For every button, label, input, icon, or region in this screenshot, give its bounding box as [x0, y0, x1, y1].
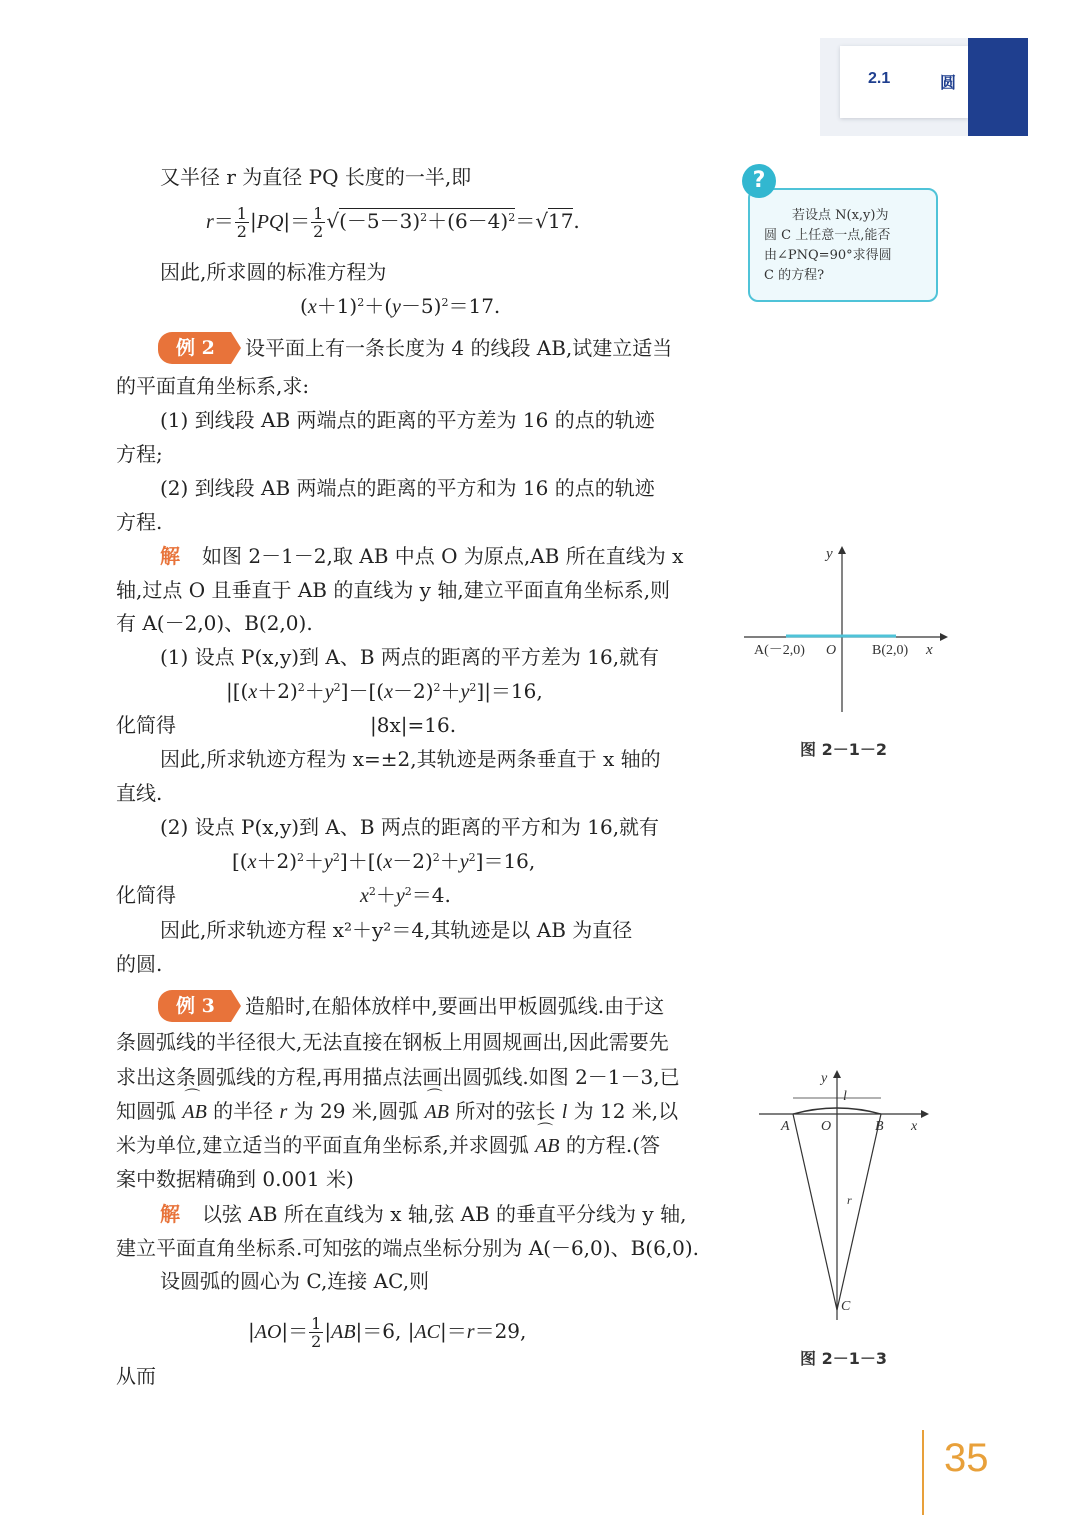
equation: $x^2+y^2=4$.	[360, 883, 451, 907]
paragraph: 的平面直角坐标系,求:	[116, 374, 310, 398]
paragraph: (1) 到线段 AB 两端点的距离的平方差为 16 的点的轨迹	[160, 408, 655, 432]
paragraph: 设平面上有一条长度为 4 的线段 AB,试建立适当	[245, 336, 673, 360]
label-o: O	[826, 643, 837, 658]
figure-2-1-3	[755, 1068, 935, 1328]
label-b: B(2,0)	[872, 643, 909, 658]
segment-bc	[837, 1114, 881, 1310]
figure-caption: 图 2－1－3	[800, 1349, 887, 1368]
label-l: l	[843, 1089, 847, 1104]
label-r: r	[847, 1193, 852, 1207]
paragraph: 因此,所求轨迹方程为 x=±2,其轨迹是两条垂直于 x 轴的	[160, 747, 661, 771]
paragraph: 直线.	[116, 781, 163, 805]
side-note-line: 若设点 N(x,y)为	[792, 208, 889, 223]
label-b: B	[875, 1119, 884, 1134]
label-y: y	[821, 1071, 828, 1086]
side-note-line: C 的方程?	[764, 268, 825, 283]
equation: |AO|＝ $\frac{1}{2}$ |AB|＝6, |AC|＝r＝29,	[248, 1314, 527, 1351]
paragraph: 如图 2－1－2,取 AB 中点 O 为原点,AB 所在直线为 x	[202, 544, 684, 568]
label-a: A(－2,0)	[754, 643, 805, 658]
x-axis-arrow	[940, 633, 948, 641]
y-axis-arrow	[833, 1070, 841, 1078]
paragraph: 方程;	[116, 442, 163, 466]
equation: |8x|=16.	[370, 713, 457, 737]
solution-label: 解	[160, 1202, 180, 1226]
side-note-text	[764, 206, 930, 286]
paragraph: (1) 设点 P(x,y)到 A、B 两点的距离的平方差为 16,就有	[160, 645, 660, 669]
paragraph: 条圆弧线的半径很大,无法直接在钢板上用圆规画出,因此需要先	[116, 1030, 669, 1054]
example-badge: 例 2	[158, 332, 231, 364]
y-axis-arrow	[838, 546, 846, 554]
paragraph: 建立平面直角坐标系.可知弦的端点坐标分别为 A(－6,0)、B(6,0).	[116, 1236, 700, 1260]
paragraph: 又半径 r 为直径 PQ 长度的一半,即	[160, 165, 472, 189]
x-axis-arrow	[921, 1110, 929, 1118]
label-x: x	[911, 1119, 918, 1134]
paragraph: 方程.	[116, 510, 163, 534]
paragraph: (2) 到线段 AB 两端点的距离的平方和为 16 的点的轨迹	[160, 476, 655, 500]
page-number: 35	[944, 1436, 989, 1480]
page-number-rule	[922, 1430, 924, 1515]
paragraph: 案中数据精确到 0.001 米)	[116, 1167, 354, 1191]
label-a: A	[781, 1119, 790, 1134]
paragraph: 化简得	[116, 883, 176, 907]
equation: $[(x+2)^2+y^2]+[(x-2)^2+y^2]=16$,	[232, 849, 536, 873]
paragraph: 从而	[116, 1364, 156, 1388]
equation-radius: r＝ $\frac{1}{2}$ |PQ|＝ $\frac{1}{2}$ $√(-5-3)^2+(6-4)^2=√17$.	[206, 204, 580, 241]
side-note-line: 圆 C 上任意一点,能否	[764, 228, 891, 243]
paragraph: 有 A(－2,0)、B(2,0).	[116, 611, 313, 635]
paragraph: 轴,过点 O 且垂直于 AB 的直线为 y 轴,建立平面直角坐标系,则	[116, 578, 671, 602]
label-y: y	[826, 546, 833, 562]
solution-label: 解	[160, 544, 180, 568]
paragraph: (2) 设点 P(x,y)到 A、B 两点的距离的平方和为 16,就有	[160, 815, 660, 839]
paragraph: 的圆.	[116, 952, 163, 976]
paragraph: 因此,所求圆的标准方程为	[160, 260, 387, 284]
side-note-line: 由∠PNQ=90°求得圆	[764, 248, 892, 263]
equation-circle: $(x+1)^2+(y-5)^2=17$.	[300, 294, 501, 318]
figure-caption: 图 2－1－2	[800, 740, 887, 759]
label-c: C	[841, 1299, 851, 1314]
example-badge: 例 3	[158, 990, 231, 1022]
paragraph: 化简得	[116, 713, 176, 737]
equation: $|[(x+2)^2+y^2]-[(x-2)^2+y^2]|=16$,	[226, 679, 543, 703]
paragraph: 造船时,在船体放样中,要画出甲板圆弧线.由于这	[245, 994, 665, 1018]
paragraph: 知圆弧 ⌒ AB 的半径 r 为 29 米,圆弧 ⌒ AB 所对的弦长 l 为 12 米,以	[116, 1097, 678, 1126]
header-tab-band	[968, 38, 1028, 136]
paragraph: 求出这条圆弧线的方程,再用描点法画出圆弧线.如图 2－1－3,已	[116, 1065, 680, 1089]
paragraph: 以弦 AB 所在直线为 x 轴,弦 AB 的垂直平分线为 y 轴,	[202, 1202, 687, 1226]
segment-ac	[793, 1114, 837, 1310]
question-icon: ?	[742, 164, 776, 198]
paragraph: 因此,所求轨迹方程 x²＋y²＝4,其轨迹是以 AB 为直径	[160, 918, 633, 942]
figure-2-1-2	[740, 540, 950, 720]
label-x: x	[926, 642, 933, 658]
label-o: O	[821, 1119, 832, 1134]
section-title: 圆	[940, 73, 957, 92]
section-number: 2.1	[868, 70, 891, 87]
paragraph: 设圆弧的圆心为 C,连接 AC,则	[160, 1269, 430, 1293]
paragraph: 米为单位,建立适当的平面直角坐标系,并求圆弧 ⌒ AB 的方程.(答	[116, 1131, 660, 1160]
